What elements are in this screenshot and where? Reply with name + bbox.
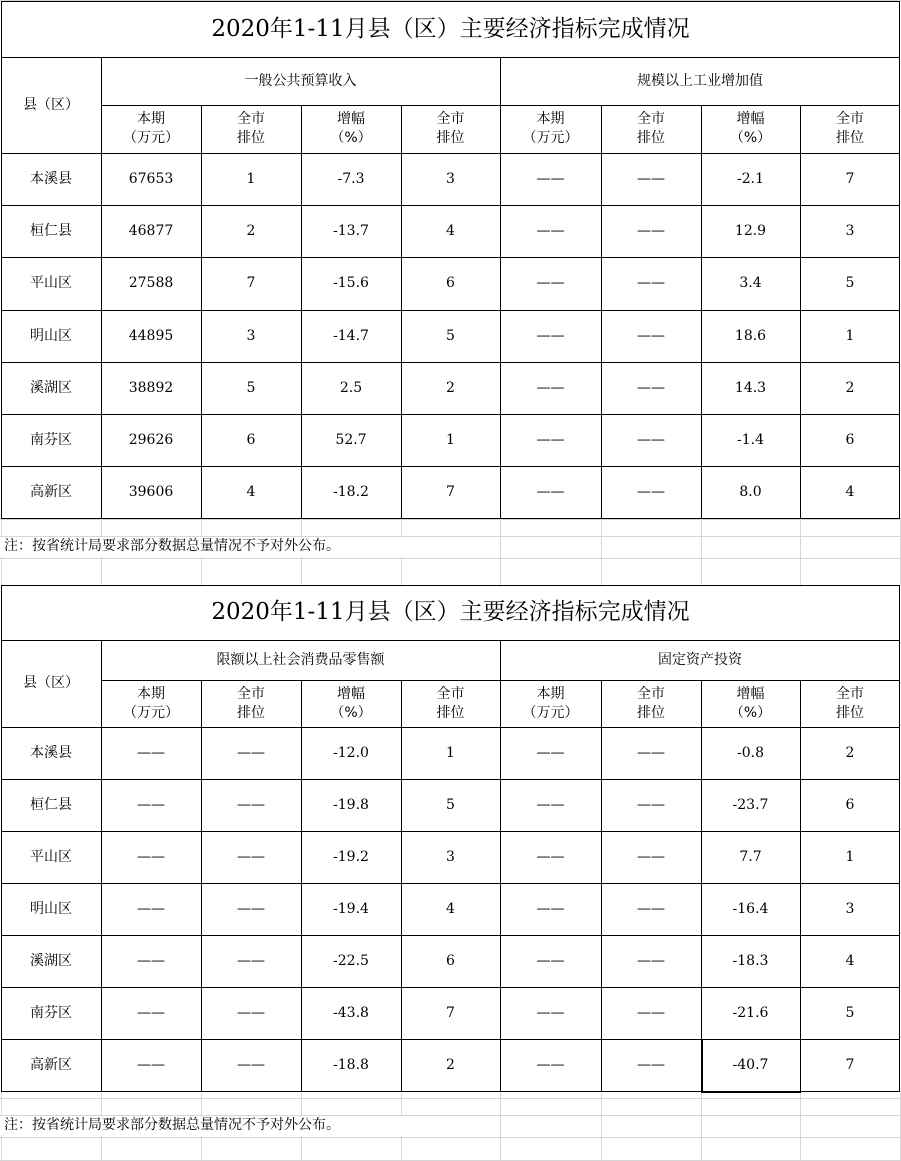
table-border bbox=[1, 1039, 900, 1040]
table-cell: —— bbox=[536, 1056, 565, 1073]
table-cell: —— bbox=[536, 952, 565, 969]
table-cell: 27588 bbox=[128, 275, 174, 291]
table-cell: —— bbox=[637, 483, 665, 500]
table-cell: 5 bbox=[845, 275, 855, 291]
table-border bbox=[1, 414, 900, 415]
county-name: 溪湖区 bbox=[30, 379, 72, 396]
column-subheader: 本期 （万元） bbox=[123, 685, 179, 721]
table-cell: 5 bbox=[845, 1004, 855, 1021]
table-cell: —— bbox=[137, 848, 165, 865]
table-cell: 7 bbox=[845, 1056, 855, 1073]
sheet-gridline bbox=[0, 519, 901, 520]
table-border bbox=[1, 585, 2, 1092]
table-cell: 18.6 bbox=[734, 327, 767, 344]
column-subheader: 增幅 （%） bbox=[729, 685, 772, 721]
table-cell: 1 bbox=[845, 848, 855, 865]
table-cell: —— bbox=[536, 848, 565, 865]
table-cell: —— bbox=[536, 379, 565, 396]
table-cell: —— bbox=[637, 744, 665, 761]
table-cell: —— bbox=[237, 900, 265, 917]
table-cell: —— bbox=[137, 952, 165, 969]
table-border bbox=[1, 310, 900, 311]
table-border bbox=[101, 640, 102, 1092]
table-cell: 3 bbox=[845, 900, 855, 917]
table-cell: —— bbox=[637, 431, 665, 448]
table-cell: —— bbox=[536, 1004, 565, 1021]
table-cell: -2.1 bbox=[737, 170, 764, 187]
table-cell: -23.7 bbox=[732, 796, 769, 813]
table-border bbox=[1, 831, 900, 832]
table-cell: 8.0 bbox=[739, 483, 762, 500]
column-subheader: 本期 （万元） bbox=[123, 111, 179, 146]
table-border bbox=[1, 466, 900, 467]
table-cell: —— bbox=[137, 900, 165, 917]
table-cell: 7 bbox=[246, 275, 256, 291]
table-cell: —— bbox=[637, 952, 665, 969]
table-cell: 3.4 bbox=[739, 275, 762, 291]
table-border bbox=[701, 1039, 703, 1092]
table-border bbox=[1, 205, 900, 206]
county-header: 县（区） bbox=[23, 96, 79, 113]
county-name: 本溪县 bbox=[30, 744, 72, 761]
column-subheader: 本期 （万元） bbox=[522, 685, 579, 721]
table-cell: —— bbox=[536, 275, 565, 291]
table-cell: —— bbox=[536, 900, 565, 917]
footnote: 注：按省统计局要求部分数据总量情况不予对外公布。 bbox=[4, 1117, 340, 1133]
table-cell: 7 bbox=[845, 170, 855, 187]
table-border bbox=[601, 680, 602, 1092]
table-cell: —— bbox=[637, 796, 665, 813]
table-cell: —— bbox=[137, 1004, 165, 1021]
table-cell: -19.2 bbox=[333, 848, 369, 865]
table-cell: 7.7 bbox=[739, 848, 762, 865]
table-border bbox=[601, 105, 602, 519]
table-cell: —— bbox=[237, 848, 265, 865]
table-border bbox=[1, 257, 900, 258]
table-cell: -14.7 bbox=[333, 327, 369, 344]
column-subheader: 全市 排位 bbox=[237, 685, 265, 721]
table-cell: —— bbox=[637, 327, 665, 344]
county-name: 南芬区 bbox=[30, 1004, 72, 1021]
table-cell: 5 bbox=[446, 327, 455, 344]
table-cell: —— bbox=[536, 483, 565, 500]
county-name: 桓仁县 bbox=[30, 796, 72, 813]
table-border bbox=[1, 883, 900, 884]
table-cell: 4 bbox=[845, 483, 855, 500]
table-cell: 2 bbox=[446, 379, 455, 396]
table-cell: 1 bbox=[246, 170, 256, 187]
column-subheader: 全市 排位 bbox=[436, 111, 465, 146]
table-cell: 6 bbox=[845, 431, 855, 448]
table-border bbox=[1, 727, 900, 728]
table-border bbox=[1, 153, 900, 154]
table-border bbox=[1, 585, 900, 586]
sheet-gridline bbox=[0, 1137, 901, 1138]
column-subheader: 全市 排位 bbox=[836, 111, 864, 146]
table-border bbox=[701, 680, 702, 1092]
table-cell: —— bbox=[137, 796, 165, 813]
table-border bbox=[301, 105, 302, 519]
table-cell: -19.8 bbox=[333, 796, 369, 813]
table-cell: 5 bbox=[446, 796, 455, 813]
group-header: 规模以上工业增加值 bbox=[637, 72, 763, 89]
column-subheader: 本期 （万元） bbox=[522, 111, 579, 146]
table-cell: -22.5 bbox=[333, 952, 369, 969]
table-cell: 2 bbox=[446, 1056, 455, 1073]
column-subheader: 全市 排位 bbox=[637, 685, 665, 721]
table-cell: 46877 bbox=[128, 222, 174, 239]
table-cell: 6 bbox=[845, 796, 855, 813]
column-subheader: 全市 排位 bbox=[637, 111, 665, 146]
column-subheader: 全市 排位 bbox=[237, 111, 265, 146]
table-cell: -0.8 bbox=[737, 744, 764, 761]
table-cell: —— bbox=[237, 1056, 265, 1073]
table-cell: —— bbox=[536, 222, 565, 239]
county-name: 平山区 bbox=[30, 848, 72, 865]
table-border bbox=[500, 640, 501, 1092]
table-border bbox=[1, 779, 900, 780]
table-cell: -21.6 bbox=[732, 1004, 769, 1021]
table-cell: —— bbox=[536, 327, 565, 344]
table-cell: —— bbox=[237, 744, 265, 761]
table-cell: —— bbox=[137, 1056, 165, 1073]
table-cell: —— bbox=[137, 744, 165, 761]
table-cell: —— bbox=[637, 379, 665, 396]
table-cell: -40.7 bbox=[732, 1056, 769, 1073]
table-cell: —— bbox=[637, 1004, 665, 1021]
table-cell: 29626 bbox=[128, 431, 174, 448]
table-cell: 39606 bbox=[128, 483, 174, 500]
table-cell: 52.7 bbox=[335, 431, 367, 448]
table-cell: —— bbox=[637, 848, 665, 865]
table-border bbox=[1, 640, 900, 641]
column-subheader: 增幅 （%） bbox=[330, 111, 372, 146]
table-cell: -18.2 bbox=[333, 483, 369, 500]
table-cell: 7 bbox=[446, 483, 455, 500]
county-name: 明山区 bbox=[30, 900, 72, 917]
table-cell: —— bbox=[637, 170, 665, 187]
table-cell: 4 bbox=[446, 222, 455, 239]
table-cell: 44895 bbox=[128, 327, 174, 344]
table-cell: -12.0 bbox=[333, 744, 369, 761]
column-subheader: 增幅 （%） bbox=[330, 685, 372, 721]
table-cell: 2 bbox=[845, 379, 855, 396]
table-cell: -16.4 bbox=[732, 900, 769, 917]
table-border bbox=[701, 105, 702, 519]
table-cell: 2.5 bbox=[339, 379, 363, 396]
table-border bbox=[1, 518, 900, 519]
table-cell: —— bbox=[637, 900, 665, 917]
county-name: 溪湖区 bbox=[30, 952, 72, 969]
table-cell: —— bbox=[637, 222, 665, 239]
table-cell: -18.3 bbox=[732, 952, 769, 969]
table-border bbox=[800, 680, 801, 1092]
table-border bbox=[1, 935, 900, 936]
sheet-gridline bbox=[0, 1098, 901, 1099]
sheet-gridline bbox=[0, 558, 901, 559]
table-border bbox=[1, 1, 900, 2]
table-cell: 3 bbox=[446, 848, 455, 865]
table-border bbox=[201, 105, 202, 519]
table-cell: —— bbox=[237, 952, 265, 969]
county-header: 县（区） bbox=[23, 675, 79, 691]
table-cell: 1 bbox=[845, 327, 855, 344]
table-border bbox=[201, 680, 202, 1092]
county-name: 高新区 bbox=[30, 1056, 72, 1073]
table-cell: —— bbox=[237, 796, 265, 813]
table-border bbox=[401, 105, 402, 519]
county-name: 本溪县 bbox=[30, 170, 72, 187]
footnote: 注：按省统计局要求部分数据总量情况不予对外公布。 bbox=[4, 538, 340, 554]
county-name: 高新区 bbox=[30, 483, 72, 500]
table-cell: 1 bbox=[446, 744, 455, 761]
table-cell: —— bbox=[536, 431, 565, 448]
table-cell: 3 bbox=[246, 327, 256, 344]
table-border bbox=[899, 585, 900, 1092]
table-border bbox=[101, 57, 102, 519]
table-cell: 3 bbox=[845, 222, 855, 239]
table-cell: —— bbox=[536, 744, 565, 761]
table-border bbox=[899, 1, 900, 519]
table-border bbox=[1, 1, 2, 519]
table-cell: 3 bbox=[446, 170, 455, 187]
table-title: 2020年1-11月县（区）主要经济指标完成情况 bbox=[211, 15, 690, 42]
county-name: 平山区 bbox=[30, 275, 72, 291]
table-title: 2020年1-11月县（区）主要经济指标完成情况 bbox=[211, 599, 690, 625]
table-cell: 2 bbox=[845, 744, 855, 761]
column-subheader: 增幅 （%） bbox=[729, 111, 772, 146]
table-cell: —— bbox=[237, 1004, 265, 1021]
table-border bbox=[800, 105, 801, 519]
table-border bbox=[1, 362, 900, 363]
table-cell: 6 bbox=[446, 275, 455, 291]
table-cell: 6 bbox=[446, 952, 455, 969]
table-border bbox=[401, 680, 402, 1092]
table-cell: 1 bbox=[446, 431, 455, 448]
table-cell: -15.6 bbox=[333, 275, 369, 291]
column-subheader: 全市 排位 bbox=[836, 685, 864, 721]
table-cell: -7.3 bbox=[337, 170, 365, 187]
table-cell: 67653 bbox=[128, 170, 174, 187]
group-header: 一般公共预算收入 bbox=[244, 72, 357, 89]
table-cell: 12.9 bbox=[734, 222, 767, 239]
table-cell: -1.4 bbox=[737, 431, 764, 448]
table-cell: 2 bbox=[246, 222, 256, 239]
table-cell: -19.4 bbox=[333, 900, 369, 917]
table-cell: —— bbox=[637, 1056, 665, 1073]
table-cell: 6 bbox=[246, 431, 256, 448]
table-cell: 38892 bbox=[128, 379, 174, 396]
table-cell: 4 bbox=[845, 952, 855, 969]
table-cell: 5 bbox=[246, 379, 256, 396]
table-cell: 14.3 bbox=[734, 379, 767, 396]
table-border bbox=[1, 57, 900, 58]
county-name: 明山区 bbox=[30, 327, 72, 344]
table-cell: —— bbox=[637, 275, 665, 291]
table-cell: 7 bbox=[446, 1004, 455, 1021]
group-header: 固定资产投资 bbox=[658, 651, 742, 668]
column-subheader: 全市 排位 bbox=[436, 685, 465, 721]
table-cell: -18.8 bbox=[333, 1056, 369, 1073]
table-border bbox=[1, 987, 900, 988]
table-cell: —— bbox=[536, 170, 565, 187]
table-cell: -43.8 bbox=[333, 1004, 369, 1021]
table-cell: -13.7 bbox=[333, 222, 369, 239]
county-name: 桓仁县 bbox=[30, 222, 72, 239]
table-cell: —— bbox=[536, 796, 565, 813]
group-header: 限额以上社会消费品零售额 bbox=[216, 651, 385, 668]
table-border bbox=[500, 57, 501, 519]
table-cell: 4 bbox=[246, 483, 256, 500]
county-name: 南芬区 bbox=[30, 431, 72, 448]
table-border bbox=[701, 1091, 801, 1093]
table-border bbox=[301, 680, 302, 1092]
table-cell: 4 bbox=[446, 900, 455, 917]
